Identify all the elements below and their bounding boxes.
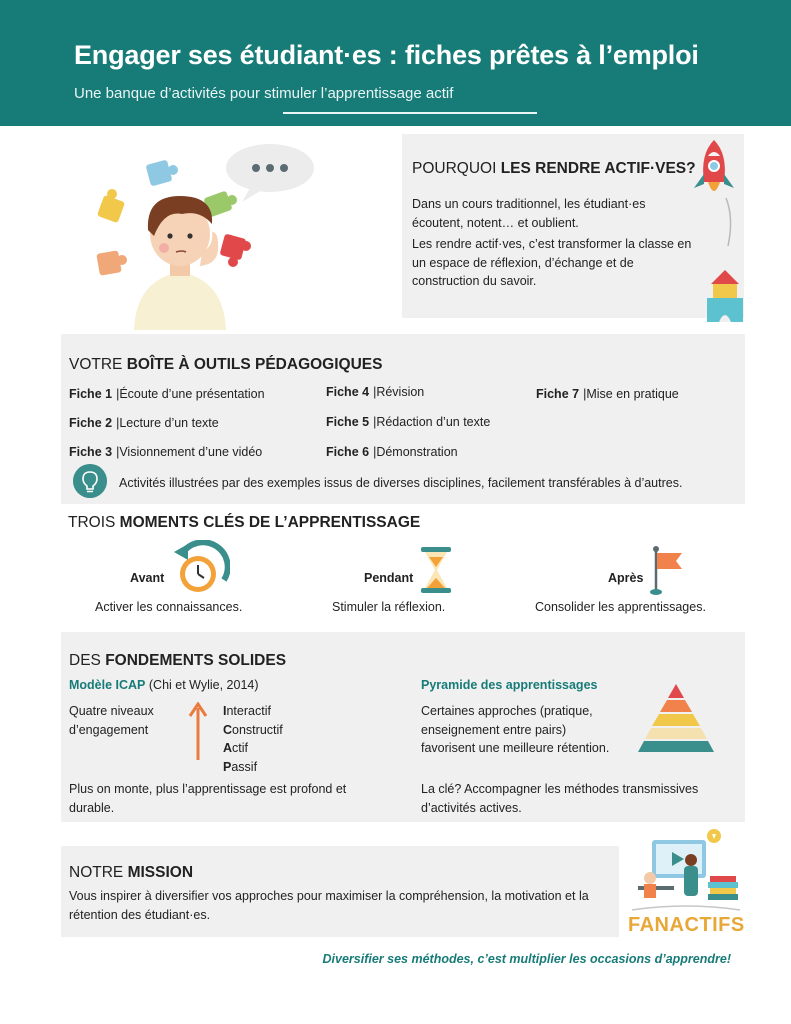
clock-rewind-icon — [172, 540, 230, 598]
fiche-item: Fiche 6 |Démonstration — [326, 445, 458, 459]
mission-panel — [61, 846, 619, 937]
flag-icon — [650, 545, 686, 597]
building-blocks-icon — [703, 268, 747, 324]
pyramid-conclusion: La clé? Accompagner les méthodes transmissives d’activités actives. — [421, 782, 699, 815]
learning-pyramid-icon — [637, 682, 715, 760]
subtitle-underline — [283, 112, 537, 114]
icap-level: Constructif — [223, 722, 283, 737]
lightbulb-icon — [73, 464, 107, 498]
hourglass-icon — [419, 545, 453, 595]
fiche-item: Fiche 4 |Révision — [326, 385, 425, 399]
icap-level: Passif — [223, 759, 258, 774]
fiche-item: Fiche 2 |Lecture d’un texte — [69, 416, 219, 430]
fiche-item: Fiche 3 |Visionnement d’une vidéo — [69, 445, 263, 459]
moments-heading: TROIS MOMENTS CLÉS DE L’APPRENTISSAGE — [68, 514, 421, 531]
footer-quote: Diversifier ses méthodes, c’est multiplier les occasions d’apprendre! — [322, 952, 731, 966]
fanactifs-logo: FANACTIFS — [628, 914, 745, 936]
why-paragraph-1: Dans un cours traditionnel, les étudiant·es écoutent, notent… et oublient. — [412, 197, 646, 230]
page-subtitle: Une banque d’activités pour stimuler l’apprentissage actif — [74, 85, 454, 102]
moment-during-label: Pendant — [364, 571, 414, 585]
toolbox-note: Activités illustrées par des exemples issus de diverses disciplines, facilement transférables à d’autres. — [119, 476, 683, 490]
icap-conclusion: Plus on monte, plus l’apprentissage est profond et durable. — [69, 782, 347, 815]
why-paragraph-2: Les rendre actif·ves, c’est transformer la classe en un espace de réflexion, d’échange et de construction du savoir. — [412, 237, 692, 288]
fiche-item: Fiche 5 |Rédaction d’un texte — [326, 415, 491, 429]
fiche-item: Fiche 7 |Mise en pratique — [536, 387, 679, 401]
page-title: Engager ses étudiant·es : fiches prêtes à l’emploi — [74, 40, 699, 70]
pyramid-title: Pyramide des apprentissages — [421, 678, 598, 692]
thinking-student-illustration — [90, 140, 330, 330]
moment-before-label: Avant — [130, 571, 165, 585]
moment-after-label: Après — [608, 571, 644, 585]
why-heading: POURQUOI LES RENDRE ACTIF·VES? — [412, 160, 696, 177]
foundations-heading: DES FONDEMENTS SOLIDES — [69, 652, 287, 669]
rocket-icon — [690, 138, 738, 248]
toolbox-heading: VOTRE BOÎTE À OUTILS PÉDAGOGIQUES — [69, 356, 383, 373]
moment-during-desc: Stimuler la réflexion. — [332, 600, 446, 614]
mission-text: Vous inspirer à diversifier vos approches pour maximiser la compréhension, la motivation et la rétention des étudiant·es. — [69, 889, 589, 922]
icap-levels-list — [223, 702, 283, 776]
speech-bubble-icon — [226, 144, 314, 202]
icap-level: Actif — [223, 741, 249, 755]
icap-levels-label: Quatre niveaux d’engagement — [69, 704, 154, 737]
pyramid-description: Certaines approches (pratique, enseignement entre pairs) favorisent une meilleure rétention. — [421, 704, 610, 755]
moment-before-desc: Activer les connaissances. — [95, 600, 243, 614]
arrow-up-icon — [188, 702, 208, 762]
moment-after-desc: Consolider les apprentissages. — [535, 600, 706, 614]
classroom-illustration — [628, 826, 744, 912]
page-header — [0, 0, 791, 126]
toolbox-panel — [61, 334, 745, 504]
icap-level: Interactif — [223, 704, 271, 718]
icap-title: Modèle ICAP (Chi et Wylie, 2014) — [69, 678, 259, 692]
mission-heading: NOTRE MISSION — [69, 864, 194, 881]
fiche-item: Fiche 1 |Écoute d’une présentation — [69, 387, 265, 401]
